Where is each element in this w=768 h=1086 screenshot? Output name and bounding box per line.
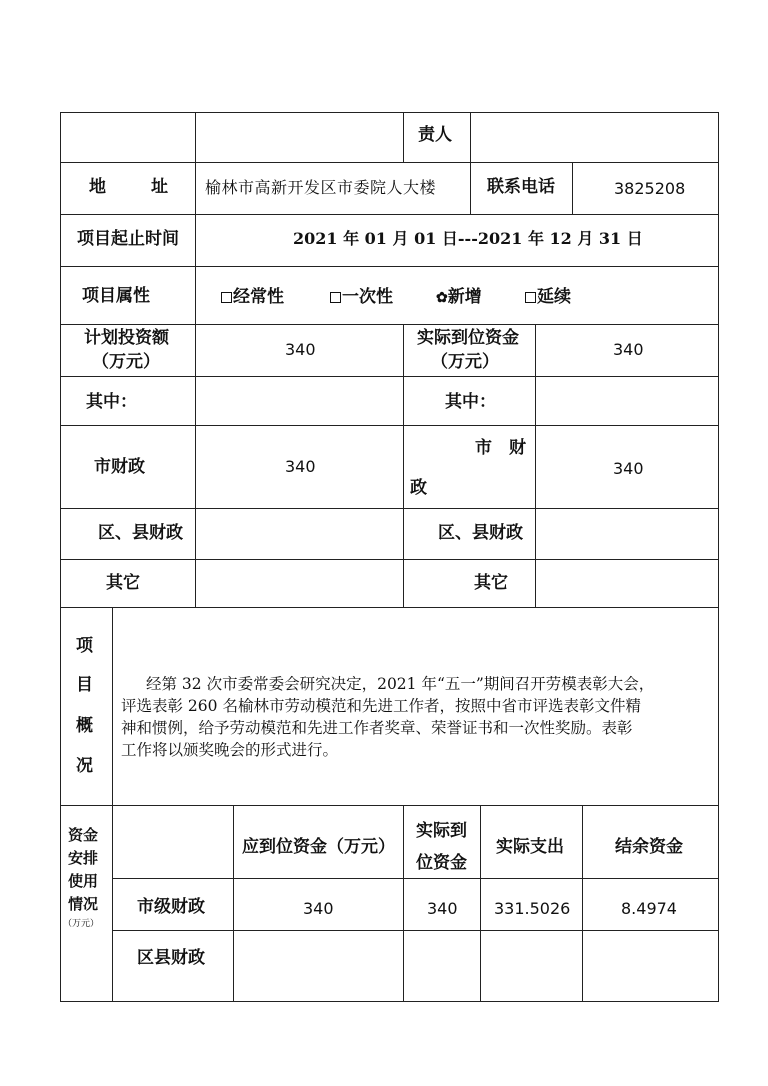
overview-label-char-2: 目	[76, 675, 93, 695]
among-left-label: 其中：	[86, 392, 137, 412]
checkbox-continue[interactable]	[525, 292, 536, 303]
actual-funds-unit: （万元）	[431, 352, 499, 372]
address-label-char-2: 址	[151, 177, 168, 197]
selected-flower-icon[interactable]: ✿	[436, 290, 448, 306]
row-city-actual: 340	[427, 899, 458, 918]
funds-label-line-1: 资金	[68, 826, 99, 844]
row-city-spent: 331.5026	[494, 899, 571, 918]
funds-label-line-3: 使用	[68, 872, 99, 890]
phone-label: 联系电话	[487, 177, 555, 197]
row-city-name: 市级财政	[137, 897, 205, 917]
responsible-label: 责人	[418, 125, 452, 145]
city-finance-left-value: 340	[285, 457, 316, 476]
overview-line-2: 评选表彰 260 名榆林市劳动模范和先进工作者，按照中省市评选表彰文件精	[121, 697, 641, 715]
overview-label-char-4: 况	[76, 756, 93, 776]
overview-label-char-3: 概	[76, 716, 93, 736]
overview-label-char-1: 项	[76, 636, 93, 656]
city-finance-right-label-1: 市 财	[475, 438, 526, 458]
option-new	[436, 289, 482, 306]
among-right-label: 其中：	[445, 392, 496, 412]
plan-investment-unit: （万元）	[92, 352, 160, 372]
overview-line-3: 神和惯例，给予劳动模范和先进工作者奖章、荣誉证书和一次性奖励。表彰	[121, 719, 633, 737]
option-regular-label: 经常性	[233, 287, 284, 307]
city-finance-right-value: 340	[613, 459, 644, 478]
city-finance-left-label: 市财政	[94, 457, 145, 477]
overview-line-4: 工作将以颁奖晚会的形式进行。	[121, 741, 339, 759]
header-balance: 结余资金	[615, 837, 683, 857]
row-city-due: 340	[303, 899, 334, 918]
plan-investment-label: 计划投资额	[84, 328, 169, 348]
header-actual-funds-1: 实际到	[416, 821, 467, 841]
option-regular	[221, 289, 284, 306]
other-left-label: 其它	[106, 573, 140, 593]
option-one-time-label: 一次性	[342, 287, 393, 307]
phone-value: 3825208	[614, 179, 686, 198]
checkbox-one-time[interactable]	[330, 292, 341, 303]
address-label-char-1: 地	[89, 177, 106, 197]
district-finance-right-label: 区、县财政	[438, 523, 523, 543]
option-new-label: 新增	[447, 287, 482, 307]
funds-unit: （万元）	[63, 919, 100, 929]
district-finance-left-label: 区、县财政	[98, 523, 183, 543]
other-right-label: 其它	[474, 573, 508, 593]
plan-investment-value: 340	[285, 340, 316, 359]
header-actual-funds-2: 位资金	[416, 853, 467, 873]
actual-funds-label: 实际到位资金	[417, 328, 519, 348]
option-continue	[525, 289, 571, 306]
period-value: 2021 年 01 月 01 日---2021 年 12 月 31 日	[293, 229, 643, 248]
checkbox-regular[interactable]	[221, 292, 232, 303]
attributes-label: 项目属性	[82, 286, 150, 306]
funds-label-line-2: 安排	[68, 849, 99, 867]
header-due-funds: 应到位资金（万元）	[242, 837, 395, 857]
row-district-name: 区县财政	[137, 948, 205, 968]
funds-label-line-4: 情况	[68, 895, 99, 913]
header-actual-spent: 实际支出	[496, 837, 564, 857]
address-value: 榆林市高新开发区市委院人大楼	[205, 178, 437, 197]
row-city-balance: 8.4974	[621, 899, 677, 918]
overview-line-1: 经第 32 次市委常委会研究决定，2021 年“五一”期间召开劳模表彰大会，	[146, 675, 655, 693]
option-continue-label: 延续	[537, 287, 571, 307]
city-finance-right-label-2: 政	[410, 478, 427, 498]
actual-funds-value: 340	[613, 340, 644, 359]
period-label: 项目起止时间	[77, 229, 179, 249]
option-one-time	[330, 289, 393, 306]
